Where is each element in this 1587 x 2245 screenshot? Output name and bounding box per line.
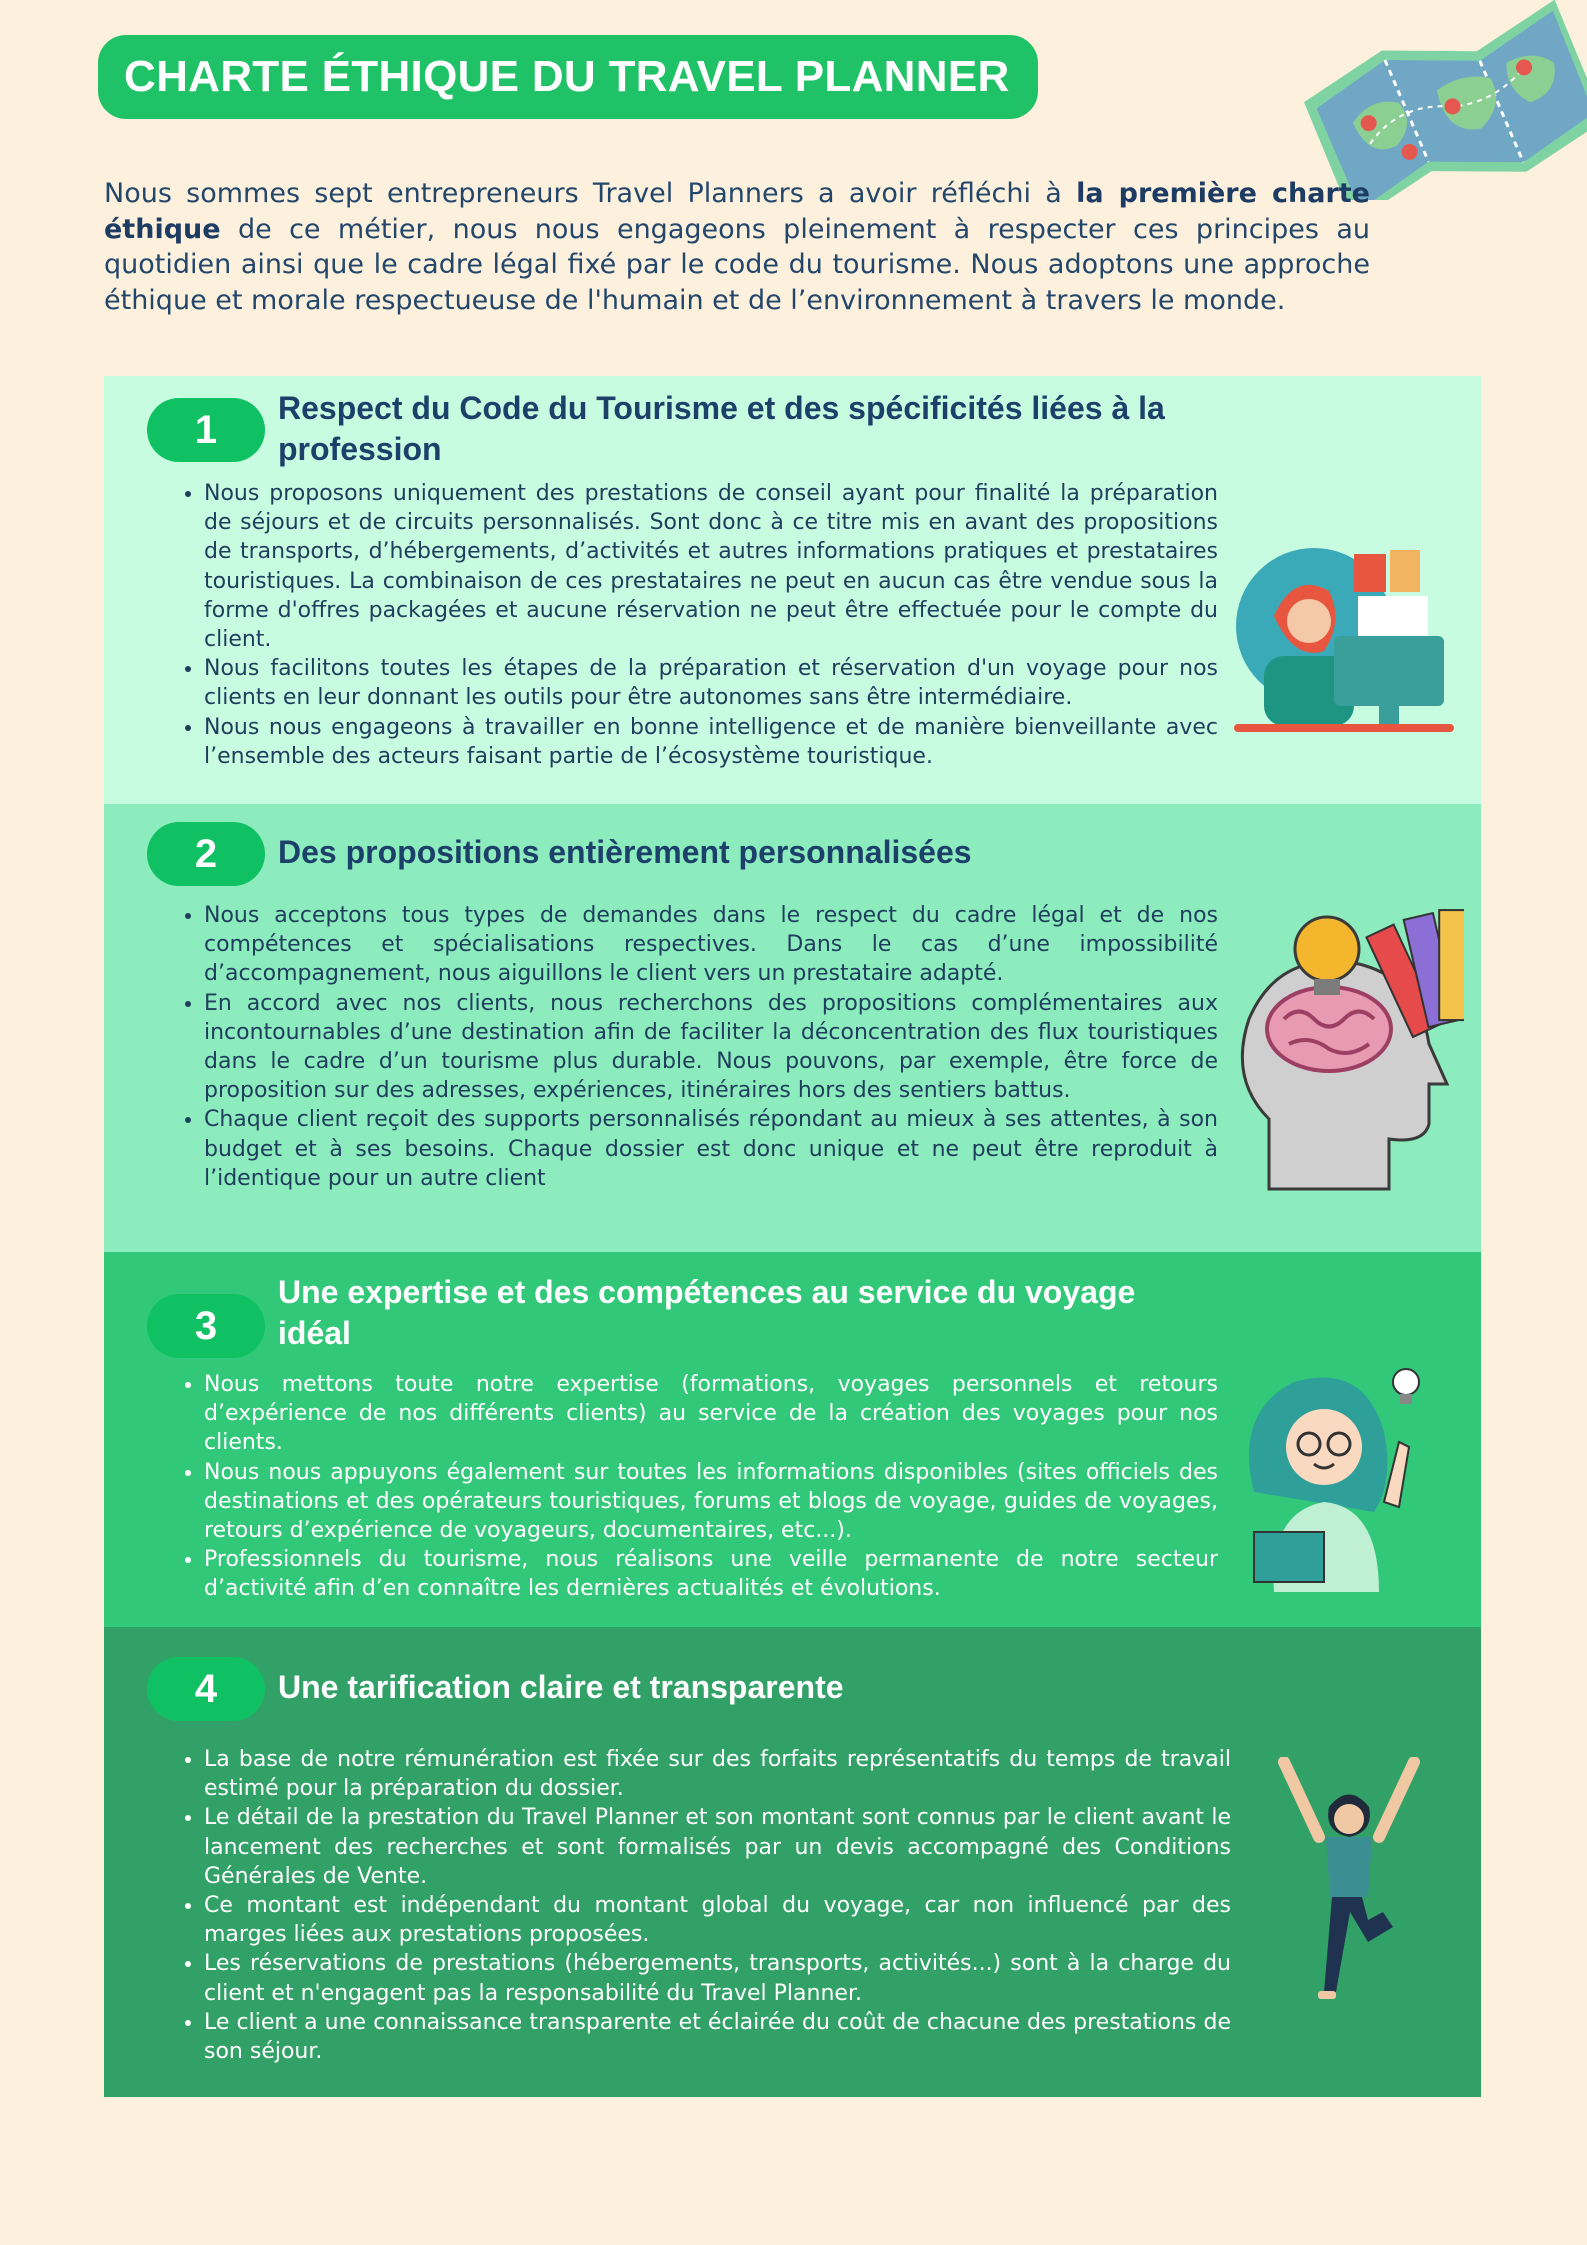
list-item: • Ce montant est indépendant du montant global du voyage, car non influencé par des marges liées aux prestations proposées. <box>204 1891 1231 1949</box>
list-item: • Nous facilitons toutes les étapes de la préparation et réservation d'un voyage pour nos clients en leur donnant les outils pour être autonomes sans être intermédiaire. <box>204 654 1218 712</box>
section-4 <box>104 1627 1481 2097</box>
list-item: • Les réservations de prestations (hébergements, transports, activités...) sont à la charge du client et n'engagent pas la responsabilité du Travel Planner. <box>204 1949 1231 2007</box>
list-item: • En accord avec nos clients, nous recherchons des propositions complémentaires aux incontournables d’une destination afin de faciliter la déconcentration des flux touristiques dans le cadre d’un tourisme plus durable. Nous pouvons, par exemple, être force de proposition sur des adresses, expériences, itinéraires hors des sentiers battus. <box>204 989 1218 1106</box>
girl-idea-illustration <box>1244 1352 1454 1602</box>
bullet-list <box>180 1745 1231 2066</box>
list-item: • Nous nous engageons à travailler en bonne intelligence et de manière bienveillante avec l’ensemble des acteurs faisant partie de l’écosystème touristique. <box>204 713 1218 771</box>
woman-on-phone-illustration <box>1234 536 1454 736</box>
bullet-list <box>180 1370 1218 1604</box>
intro-bold: la première charte éthique <box>104 178 1370 245</box>
section-number: 2 <box>147 822 265 886</box>
list-item: • Nous nous appuyons également sur toutes les informations disponibles (sites officiels des destinations et des opérateurs touristiques, forums et blogs de voyage, guides de voyages, retours d’expérience de voyageurs, documentaires, etc...). <box>204 1458 1218 1546</box>
intro-text-2: de ce métier, nous nous engageons pleinement à respecter ces principes au quotidien ainsi que le cadre légal fixé par le code du tourisme. Nous adoptons une approche éthique et morale respectueuse de l'humain et de l’environnement à travers le monde. <box>104 213 1370 316</box>
list-item: • Le client a une connaissance transparente et éclairée du coût de chacune des prestations de son séjour. <box>204 2008 1231 2066</box>
section-title: Respect du Code du Tourisme et des spécificités liées à la profession <box>278 390 1165 467</box>
bullet-list <box>180 901 1218 1193</box>
list-item: • Nous proposons uniquement des prestations de conseil ayant pour finalité la préparation de séjours et de circuits personnalisés. Sont donc à ce titre mis en avant des propositions de transports, d’hébergements, d’activités et autres informations pratiques et prestataires touristiques. La combinaison de ces prestataires ne peut en aucun cas être vendue sous la forme d'offres packagées et aucune réservation ne peut être effectuée pour le compte du client. <box>204 479 1218 654</box>
title-banner <box>98 35 1038 119</box>
section-number: 4 <box>147 1657 265 1721</box>
list-item: • Nous acceptons tous types de demandes dans le respect du cadre légal et de nos compétences et spécialisations respectives. Dans le cas d’une impossibilité d’accompagnement, nous aiguillons le client vers un prestataire adapté. <box>204 901 1218 989</box>
section-1 <box>104 376 1481 804</box>
intro-paragraph <box>104 176 1370 318</box>
joyful-woman-illustration <box>1274 1757 1424 2007</box>
section-title: Une expertise et des compétences au service du voyage idéal <box>278 1274 1136 1351</box>
list-item: • Chaque client reçoit des supports personnalisés répondant au mieux à ses attentes, à son budget et à ses besoins. Chaque dossier est donc unique et ne peut être reproduit à l’identique pour un autre client <box>204 1105 1218 1193</box>
list-item: • Nous mettons toute notre expertise (formations, voyages personnels et retours d’expérience de nos différents clients) au service de la création des voyages pour nos clients. <box>204 1370 1218 1458</box>
section-number: 1 <box>147 398 265 462</box>
list-item: • Professionnels du tourisme, nous réalisons une veille permanente de notre secteur d’activité afin d’en connaître les dernières actualités et évolutions. <box>204 1545 1218 1603</box>
world-map-illustration <box>1290 0 1587 200</box>
section-3 <box>104 1252 1481 1627</box>
list-item: • La base de notre rémunération est fixée sur des forfaits représentatifs du temps de travail estimé pour la préparation du dossier. <box>204 1745 1231 1803</box>
brain-lightbulb-illustration <box>1229 909 1464 1194</box>
bullet-list <box>180 479 1218 771</box>
intro-text-1: Nous sommes sept entrepreneurs Travel Planners a avoir réfléchi à <box>104 178 1077 209</box>
list-item: • Le détail de la prestation du Travel Planner et son montant sont connus par le client avant le lancement des recherches et sont formalisés par un devis accompagné des Conditions Générales de Vente. <box>204 1803 1231 1891</box>
section-title: Des propositions entièrement personnalisées <box>278 834 972 870</box>
section-2 <box>104 804 1481 1252</box>
section-title: Une tarification claire et transparente <box>278 1669 844 1705</box>
page-title: CHARTE ÉTHIQUE DU TRAVEL PLANNER <box>124 52 1010 101</box>
section-number: 3 <box>147 1294 265 1358</box>
